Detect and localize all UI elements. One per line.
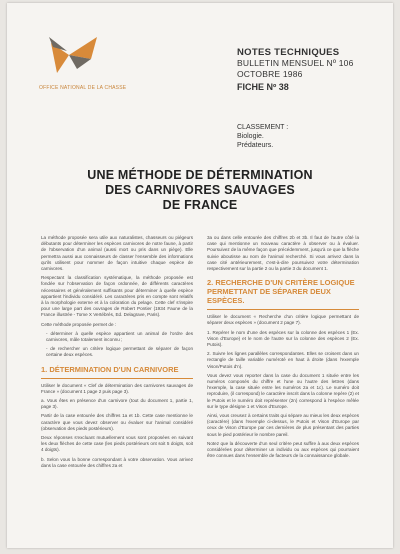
document-title (47, 168, 353, 213)
section-heading-2: 2. RECHERCHE D'UN CRITÈRE LOGIQUE PERMETTANT DE SÉPARER DEUX ESPÈCES. (207, 278, 355, 306)
classement-label: CLASSEMENT : (237, 124, 289, 131)
paragraph: Utiliser le document « Recherche d'un critère logique permettant de séparer deux espèces » (document 2 page 7). (207, 314, 359, 326)
paragraph: 2. Suivre les lignes parallèles correspondantes. Elles se croisent dans un rectangle de taille variable numéroté en haut à droite (dans l'exemple Vison/Putois d'n). (207, 351, 359, 369)
paragraph: a. Vous êtes en présence d'un carnivore (tout du document 1, partie 1, page 3). (41, 398, 193, 410)
heading-rule (207, 309, 359, 310)
title-line: DES CARNIVORES SAUVAGES (105, 183, 295, 197)
right-column (207, 235, 359, 462)
heading-rule (41, 378, 193, 379)
left-column (41, 235, 193, 472)
paragraph: Partir de la case entourée des chiffres 1a et 1b. Cette case mentionne le caractère que vous devez observer ou évaluer sur l'animal considéré (observation des pieds postérieurs). (41, 413, 193, 431)
date-label: OCTOBRE 1986 (237, 69, 303, 79)
paragraph: Deux réponses s'excluant mutuellement vous sont proposées en suivant les deux flèches de cette case (les pieds postérieurs ont soit 5 doigts, soit 4 doigts). (41, 435, 193, 453)
notes-techniques-label: NOTES TECHNIQUES (237, 47, 340, 58)
document-page (7, 3, 393, 548)
paragraph: b. Selon vous la bonne correspondant à votre observation. Vous arrivez dans la case entourée des chiffres 2a et (41, 456, 193, 468)
paragraph: 1. Repérer le nom d'une des espèces sur la colonne des espèces 1 (Ex. Vison d'Europe) et le nom de l'autre sur la colonne des espèces 2 (Ex. Putois). (207, 329, 359, 348)
bird-logo-icon (47, 33, 101, 77)
paragraph: Notez que la découverte d'un seul critère peut suffire à aux deux espèces considérées pour déterminer un individu ou aux espèces qui pourraient être connues dans l'ensemble de facteurs de la connaissance globale. (207, 440, 359, 459)
classement-item: Prédateurs. (237, 142, 274, 149)
list-item: - déterminer à quelle espèce appartient un animal de l'ordre des carnivores, mâle totalement inconnu ; (46, 330, 193, 343)
org-name: OFFICE NATIONAL DE LA CHASSE (39, 85, 127, 91)
bulletin-header (237, 47, 354, 92)
fiche-label: FICHE Nº 38 (237, 82, 289, 92)
paragraph: Ainsi, vous creusez à certains traits qui sépare au mieux les deux espèces (caractère) (dans l'exemple ci-dessus, le Putois et Vison d'Europe par ceux de Vison d'Europe par ces dernières de plus présentant des parties sous le pied postérieur le nombre pareil. (207, 413, 359, 437)
paragraph: 3a ou dans celle entourée des chiffres 2b et 3b. Il faut de l'autre côté la case qui mentionne un nouveau caractère à observer ou à évaluer. Poursuivez de la même façon que précédemment, jusqu'à ce que la flèche suivie aboutisse au nom de l'animal recherché. Si vous arrivez dans la case cité antérieurement, c'est-à-dire poursuivez votre détermination respectivement sur la partie 2 ou la partie 3 du document 1. (207, 235, 359, 272)
classement-block (237, 123, 288, 150)
classement-item: Biologie. (237, 133, 264, 140)
oncfs-logo (47, 33, 101, 77)
paragraph: La méthode proposée sera utile aux naturalistes, chasseurs ou piégeurs débutants pour déterminer les espèces carnivores de notre faune, à partir de l'observation d'un animal (aussi mort ou pris dans un piège). Elle permettra aussi aux connaisseurs de classer l'ensemble des informations qu'ils utilisent pour nommer de façon intuitive chaque espèce de carnivores. (41, 235, 193, 272)
paragraph: Vous devez vous reporter dans la case du document 1 située entre les numéros composés du chiffre et l'une ou l'autre des lettres (dans l'exemple, la case située entre les numéros 2a et 1c). Le numéro doit reproduire, (il correspond) le caractère inscrit dans la colonne repère (2) et le Putois et le numéro doit représenter (2n) correspond à l'espèce mêlée sur le type désigne 1 et Vison d'Europe. (207, 372, 359, 409)
paragraph: Cette méthode proposée permet de : (41, 321, 117, 327)
bulletin-label: BULLETIN MENSUEL Nº 106 (237, 58, 354, 68)
section-heading-1: 1. DÉTERMINATION D'UN CARNIVORE (41, 364, 179, 374)
title-line: DE FRANCE (162, 198, 238, 212)
paragraph: Utiliser le document « Clef de détermination des carnivores sauvages de France » (document 1 page 2 puis page 3). (41, 382, 193, 394)
list-item: - de rechercher un critère logique permettant de séparer de façon certaine deux espèces. (46, 346, 193, 358)
title-line: UNE MÉTHODE DE DÉTERMINATION (87, 168, 313, 182)
paragraph: Respectant la classification systématique, la méthode proposée est fondée sur l'observation de façon ordonnée, de différents caractères nécessaires et généralement suffisants pour déterminer à quelle espèce appartient l'individu considéré. Les caractères pris en compte sont relatifs à la morphologie externe et à la coloration du pelage. Cette clef s'inspire pour une large part des ouvrages de Robert Pontier (1934 Faune de la France illustrée - Tome X Vertébrés, Ed. Delagrave, Paris). (41, 275, 193, 318)
